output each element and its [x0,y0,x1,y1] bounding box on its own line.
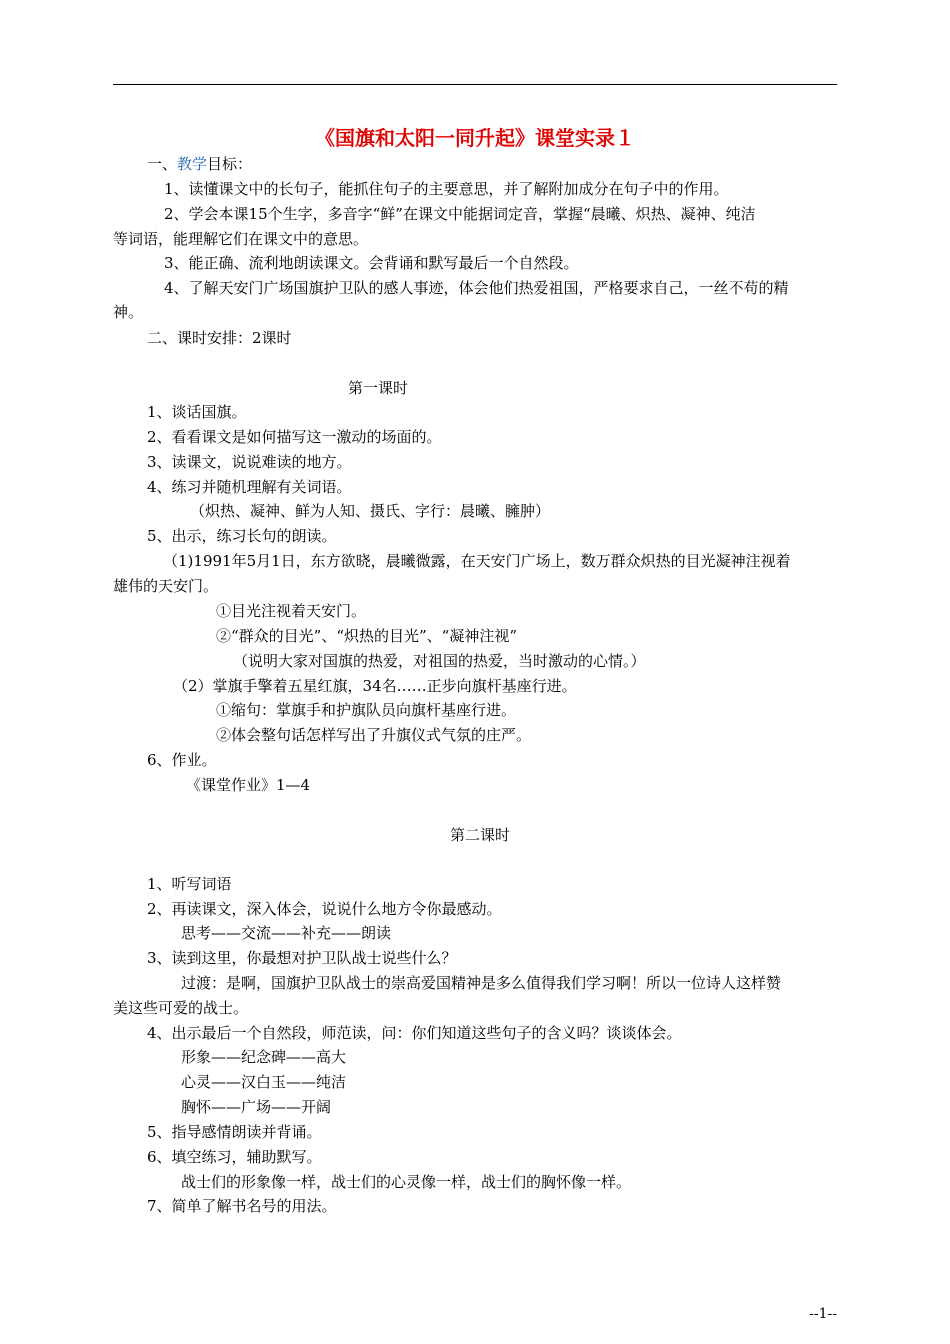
lesson1-line: ②“群众的目光”、“炽热的目光”、“凝神注视” [216,627,518,645]
objectives-heading [147,153,252,175]
lesson1-line: 1、谈话国旗。 [147,403,247,421]
lesson2-line: 心灵——汉白玉——纯洁 [181,1073,347,1091]
lesson1-line: （说明大家对国旗的热爱，对祖国的热爱，当时激动的心情。） [233,652,646,670]
lesson1-line: 4、练习并随机理解有关词语。 [147,478,352,496]
lesson2-line: 3、读到这里，你最想对护卫队战士说些什么？ [147,949,457,967]
objective-item: 3、能正确、流利地朗读课文。会背诵和默写最后一个自然段。 [164,254,579,272]
page-number: --1-- [809,1306,837,1322]
lesson1-line: 雄伟的天安门。 [113,577,219,595]
lesson2-line: 战士们的形象像一样，战士们的心灵像一样，战士们的胸怀像一样。 [181,1173,632,1191]
lesson2-line: 胸怀——广场——开阔 [181,1098,332,1116]
objective-item: 1、读懂课文中的长句子，能抓住句子的主要意思，并了解附加成分在句子中的作用。 [164,180,729,198]
lesson2-line: 5、指导感情朗读并背诵。 [147,1123,322,1141]
document-title: 《国旗和太阳一同升起》课堂实录１ [315,126,635,150]
lesson2-line: 思考——交流——补充——朗读 [181,924,392,942]
objectives-heading-suffix: 目标： [207,155,253,173]
lesson2-line: 形象——纪念碑——高大 [181,1048,347,1066]
lesson2-line: 1、听写词语 [147,875,232,893]
objective-item: 神。 [113,303,144,321]
schedule: 二、课时安排：2课时 [147,329,292,347]
lesson2-line: 美这些可爱的战士。 [113,999,249,1017]
objective-item: 2、学会本课15个生字，多音字“鲜”在课文中能据词定音，掌握“晨曦、炽热、凝神、纯洁 [164,205,756,223]
lesson1-line: ②体会整句话怎样写出了升旗仪式气氛的庄严。 [216,726,532,744]
lesson2-line: 4、出示最后一个自然段，师范读，问：你们知道这些句子的含义吗？谈谈体会。 [147,1024,682,1042]
objectives-heading-prefix: 一、 [147,155,178,173]
lesson1-line: 3、读课文，说说难读的地方。 [147,453,352,471]
objective-item: 4、了解天安门广场国旗护卫队的感人事迹，体会他们热爱祖国，严格要求自己，一丝不苟的精 [164,279,789,297]
lesson1-line: 6、作业。 [147,751,217,769]
lesson1-heading: 第一课时 [348,379,409,397]
lesson2-line: 6、填空练习，辅助默写。 [147,1148,322,1166]
lesson1-line: （1)1991年5月1日，东方欲晓，晨曦微露，在天安门广场上，数万群众炽热的目光凝神注视着 [163,552,791,570]
lesson1-line: ①缩句：掌旗手和护旗队员向旗杆基座行进。 [216,701,517,719]
lesson2-line: 7、简单了解书名号的用法。 [147,1197,337,1215]
lesson1-line: （2）掌旗手擎着五星红旗，34名……正步向旗杆基座行进。 [173,677,577,695]
lesson2-line: 过渡：是啊，国旗护卫队战士的崇高爱国精神是多么值得我们学习啊！所以一位诗人这样赞 [181,974,782,992]
lesson2-line: 2、再读课文，深入体会，说说什么地方令你最感动。 [147,900,502,918]
objectives-heading-link[interactable]: 教学 [177,155,208,173]
lesson1-line: ①目光注视着天安门。 [216,602,367,620]
lesson2-heading: 第二课时 [450,826,511,844]
lesson1-line: 5、出示，练习长句的朗读。 [147,527,337,545]
objective-item: 等词语，能理解它们在课文中的意思。 [113,230,369,248]
header-rule [113,84,837,85]
lesson1-line: （炽热、凝神、鲜为人知、摄氏、字行：晨曦、臃肿） [190,502,551,520]
lesson1-line: 《课堂作业》1—4 [186,776,311,794]
lesson1-line: 2、看看课文是如何描写这一激动的场面的。 [147,428,442,446]
